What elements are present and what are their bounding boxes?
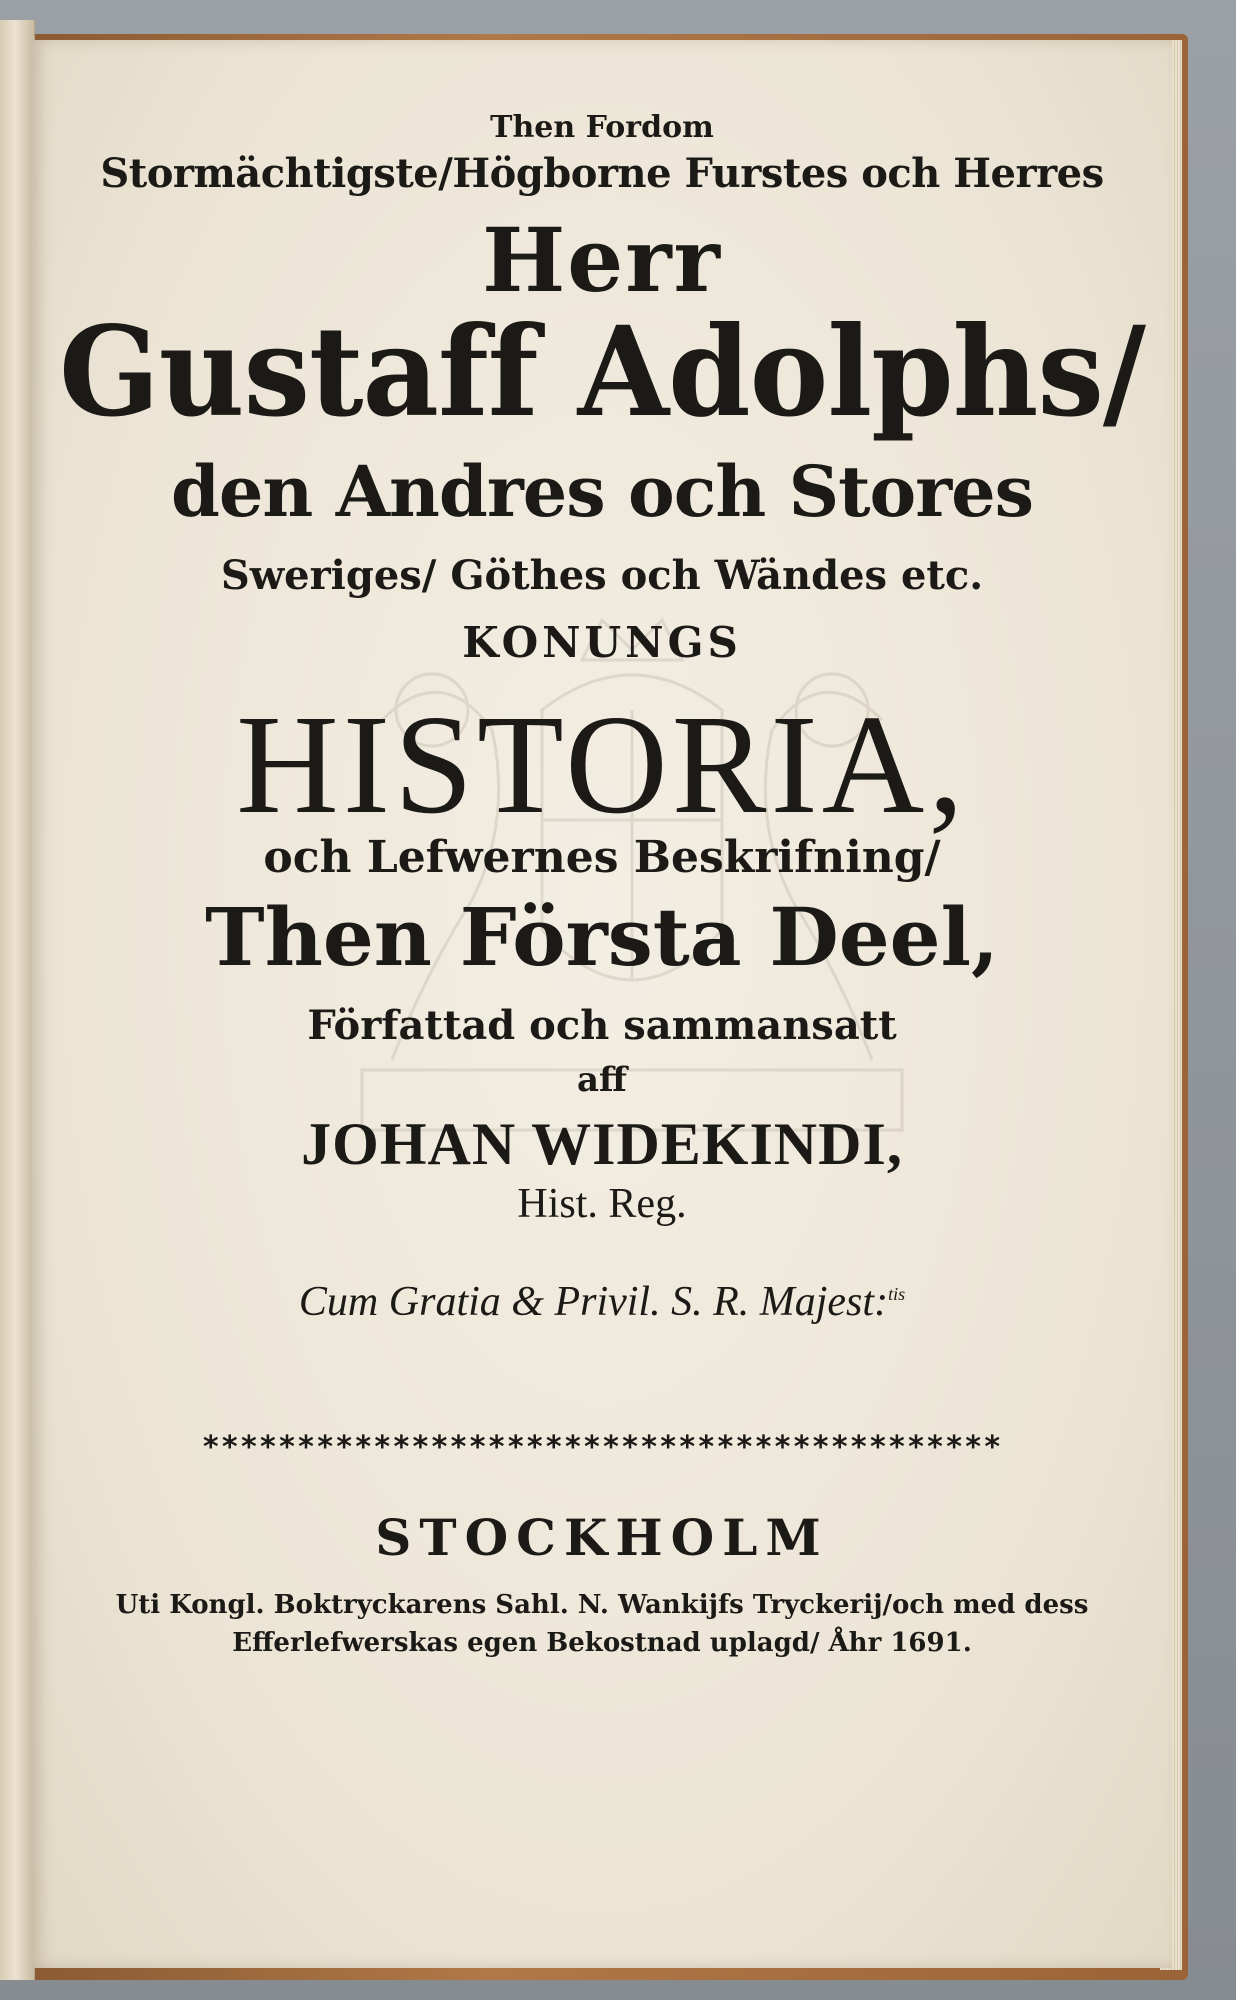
- title-line-sweriges: Sweriges/ Göthes och Wändes etc.: [220, 552, 984, 599]
- title-line-stormachtigste: Stormächtigste/Högborne Furstes och Herres: [100, 150, 1104, 197]
- title-line-historia: HISTORIA,: [236, 685, 968, 843]
- title-line-aff: aff: [577, 1060, 627, 1100]
- facing-page-edge: [0, 20, 35, 1980]
- privilege-text: Cum Gratia & Privil. S. R. Majest:: [298, 1279, 889, 1325]
- imprint-line-2: Efferlefwerskas egen Bekostnad uplagd/ Åhr 1691.: [232, 1628, 972, 1658]
- title-line-den-andres: den Andres och Stores: [170, 450, 1034, 533]
- title-page: [32, 40, 1172, 1968]
- privilege-line: [32, 1278, 1172, 1326]
- title-line-forsta-deel: Then Första Deel,: [205, 890, 999, 984]
- privilege-superscript: tis: [888, 1284, 906, 1304]
- title-line-then-fordom: Then Fordom: [490, 110, 714, 145]
- title-line-gustaff-adolphs: Gustaff Adolphs/: [59, 298, 1145, 445]
- author-title: Hist. Reg.: [517, 1181, 687, 1227]
- imprint-place: STOCKHOLM: [375, 1508, 829, 1567]
- title-line-herr: Herr: [482, 208, 722, 312]
- author-name: JOHAN WIDEKINDI,: [301, 1111, 903, 1177]
- imprint-line-1: Uti Kongl. Boktryckarens Sahl. N. Wankijfs Tryckerij/och med dess: [115, 1590, 1089, 1620]
- title-line-forfattad: Författad och sammansatt: [307, 1002, 897, 1049]
- ornamental-divider: ******************************************: [201, 1430, 1003, 1465]
- title-line-lefwernes: och Lefwernes Beskrifning/: [263, 832, 941, 883]
- title-line-konungs: KONUNGS: [462, 618, 742, 667]
